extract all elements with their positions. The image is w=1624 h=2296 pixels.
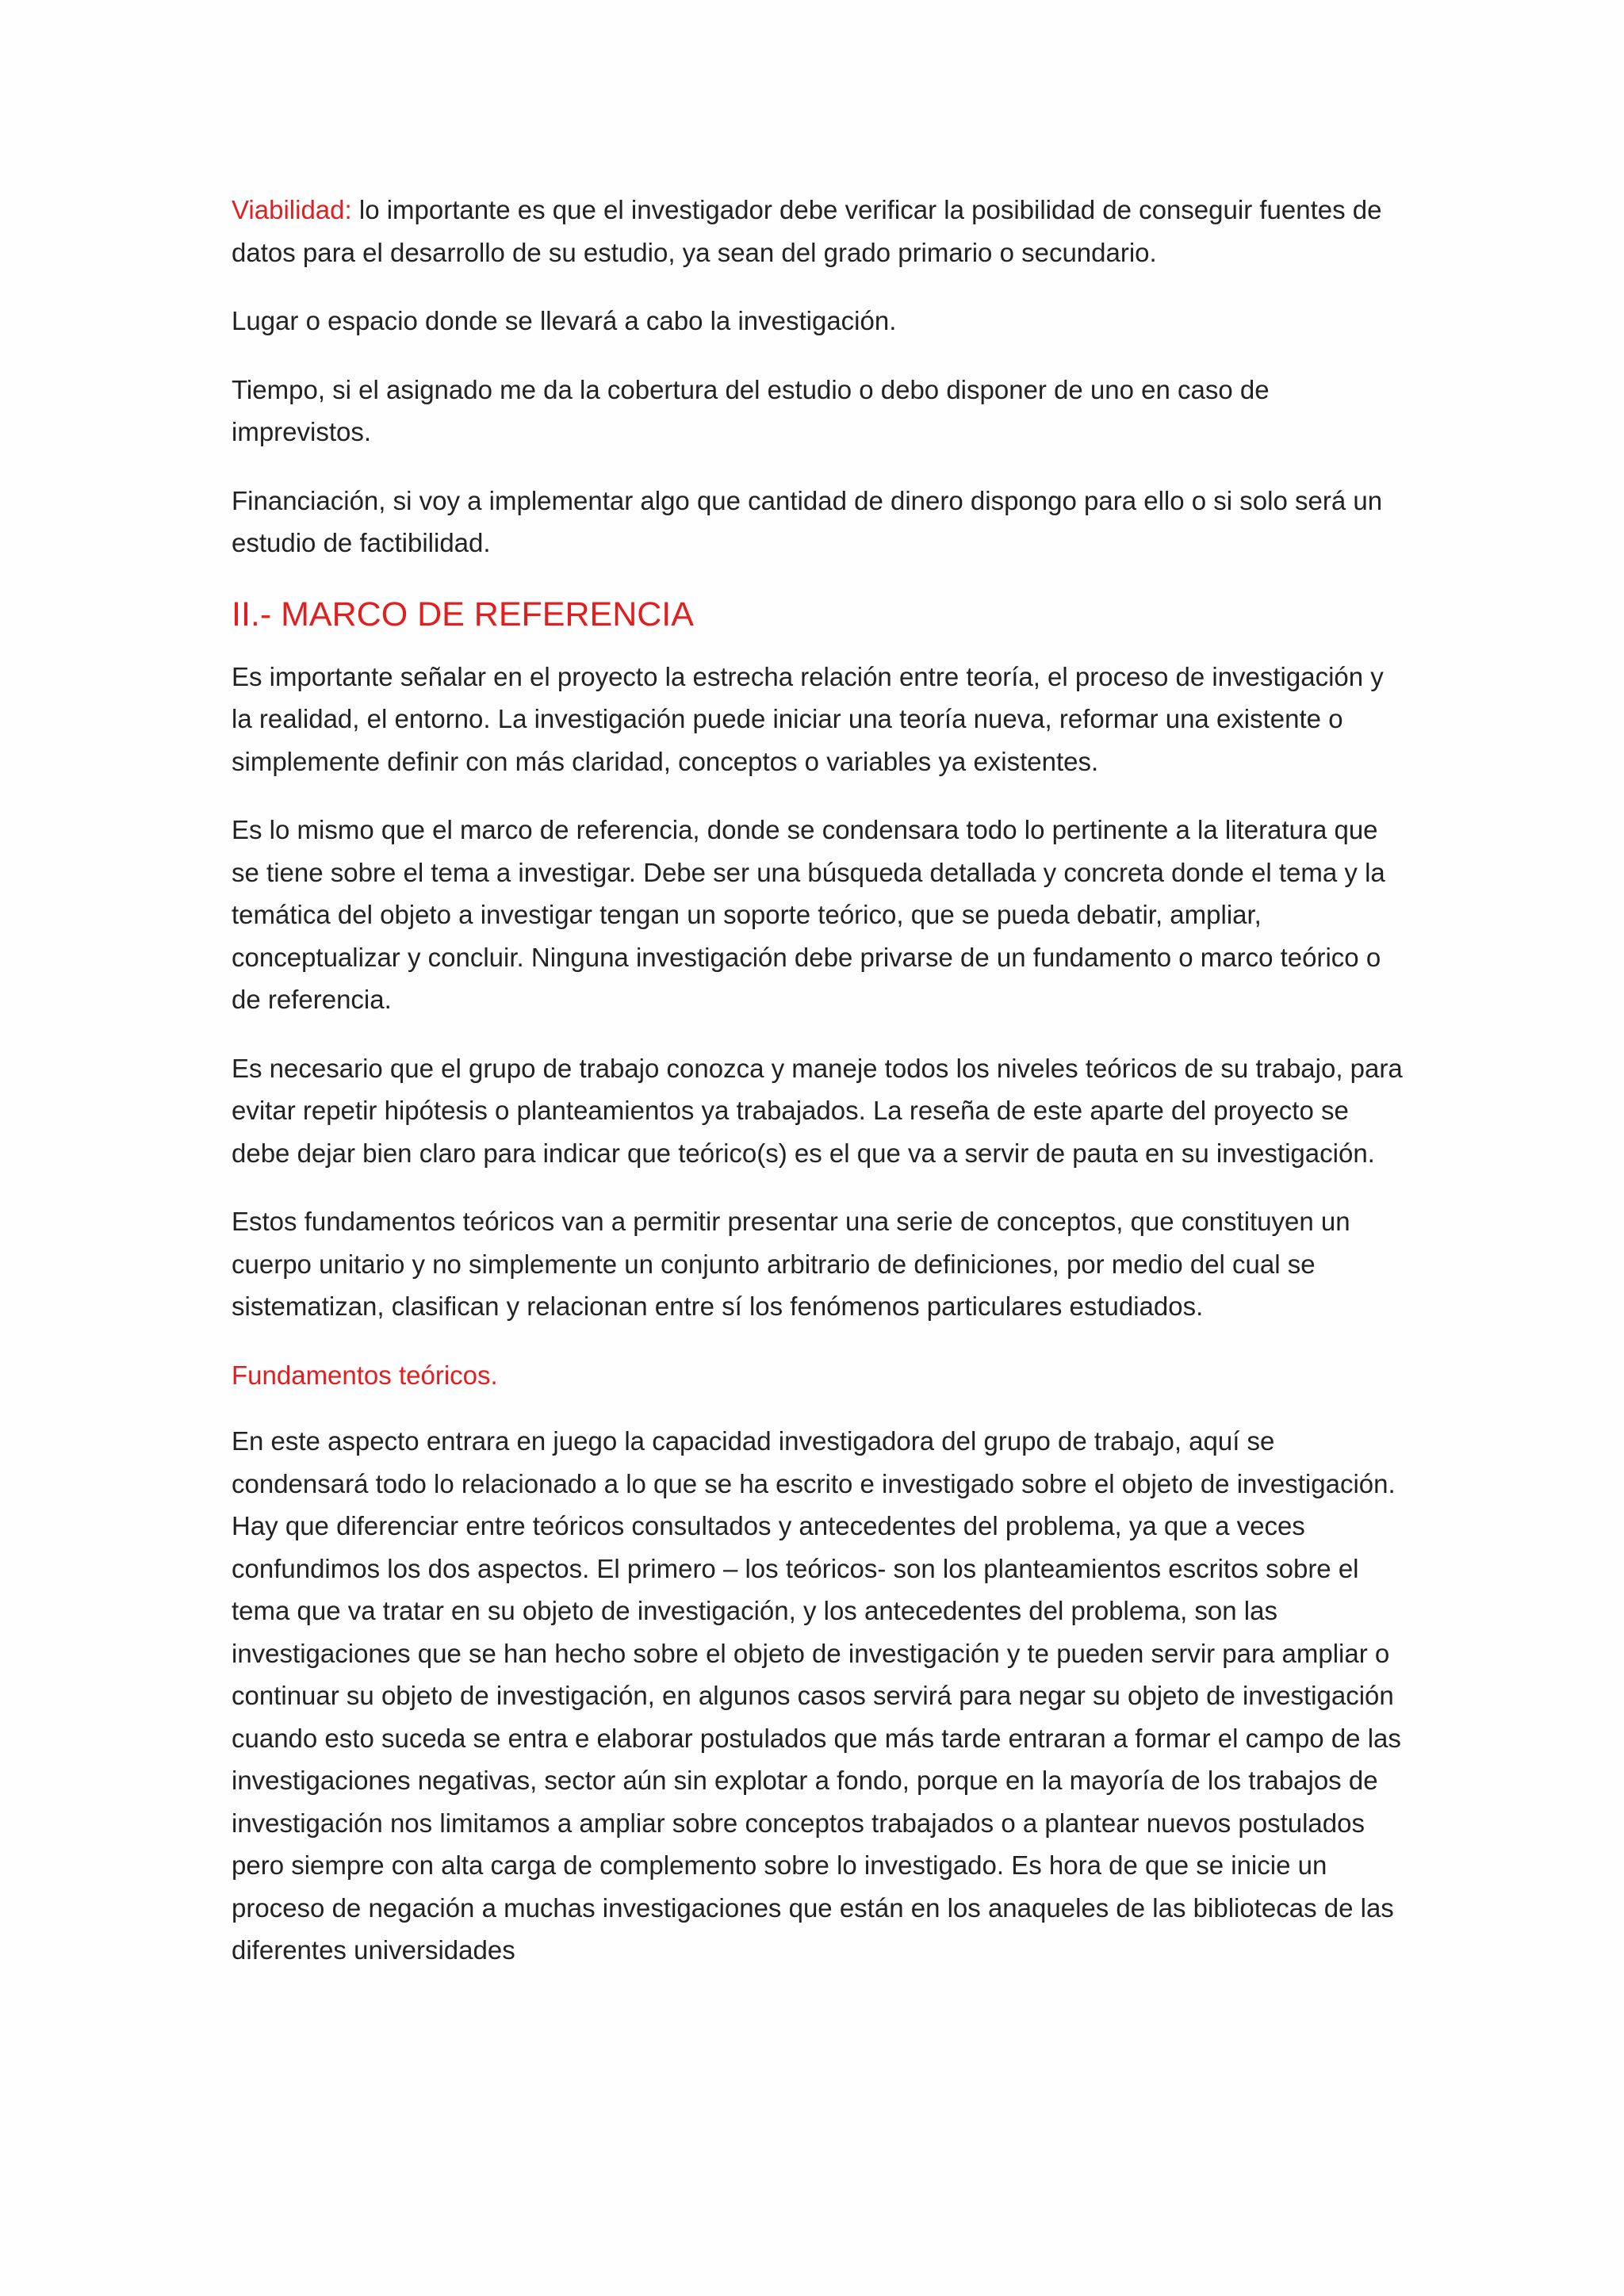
viabilidad-text: lo importante es que el investigador debe verificar la posibilidad de conseguir fuentes de datos para el desarrollo de su estudio, ya sean del grado primario o secundario. [232,195,1382,267]
paragraph-viabilidad [232,189,1405,274]
paragraph-tiempo: Tiempo, si el asignado me da la cobertura del estudio o debo disponer de uno en caso de imprevistos. [232,374,1270,446]
paragraph-lugar: Lugar o espacio donde se llevará a cabo la investigación. [232,306,897,335]
paragraph-fundamentos: En este aspecto entrara en juego la capacidad investigadora del grupo de trabajo, aquí se condensará todo lo relacionado a lo que se ha escrito e investigado sobre el objeto de investigación. Hay que diferenciar entre teóricos consultados y antecedentes del problema, ya que a veces confundimos los dos aspectos. El primero – los teóricos- son los planteamientos escritos sobre el tema que va tratar en su objeto de investigación, y los antecedentes del problema, son las investigaciones que se han hecho sobre el objeto de investigación y te pueden servir para ampliar o continuar su objeto de investigación, en algunos casos servirá para negar su objeto de investigación cuando esto suceda se entra e elaborar postulados que más tarde entraran a formar el campo de las investigaciones negativas, sector aún sin explotar a fondo, porque en la mayoría de los trabajos de investigación nos limitamos a ampliar sobre conceptos trabajados o a plantear nuevos postulados pero siempre con alta carga de complemento sobre lo investigado. Es hora de que se inicie un proceso de negación a muchas investigaciones que están en los anaqueles de las bibliotecas de las diferentes universidades [232,1426,1401,1965]
section-heading: II.- MARCO DE REFERENCIA [232,595,694,633]
paragraph-marco-4: Estos fundamentos teóricos van a permitir presentar una serie de conceptos, que constituyen un cuerpo unitario y no simplemente un conjunto arbitrario de definiciones, por medio del cual se sistematizan, clasifican y relacionan entre sí los fenómenos particulares estudiados. [232,1207,1350,1321]
paragraph-marco-1: Es importante señalar en el proyecto la estrecha relación entre teoría, el proceso de investigación y la realidad, el entorno. La investigación puede iniciar una teoría nueva, reformar una existente o simplemente definir con más claridad, conceptos o variables ya existentes. [232,661,1384,776]
paragraph-marco-3: Es necesario que el grupo de trabajo conozca y maneje todos los niveles teóricos de su trabajo, para evitar repetir hipótesis o planteamientos ya trabajados. La reseña de este aparte del proyecto se debe dejar bien claro para indicar que teórico(s) es el que va a servir de pauta en su investigación. [232,1053,1403,1168]
paragraph-marco-2: Es lo mismo que el marco de referencia, donde se condensara todo lo pertinente a la literatura que se tiene sobre el tema a investigar. Debe ser una búsqueda detallada y concreta donde el tema y la temática del objeto a investigar tengan un soporte teórico, que se pueda debatir, ampliar, conceptualizar y concluir. Ninguna investigación debe privarse de un fundamento o marco teórico o de referencia. [232,815,1385,1014]
document-body [232,189,1405,1998]
subheading-fundamentos: Fundamentos teóricos. [232,1360,498,1390]
viabilidad-label: Viabilidad: [232,195,352,224]
paragraph-financiacion: Financiación, si voy a implementar algo que cantidad de dinero dispongo para ello o si solo será un estudio de factibilidad. [232,485,1383,557]
